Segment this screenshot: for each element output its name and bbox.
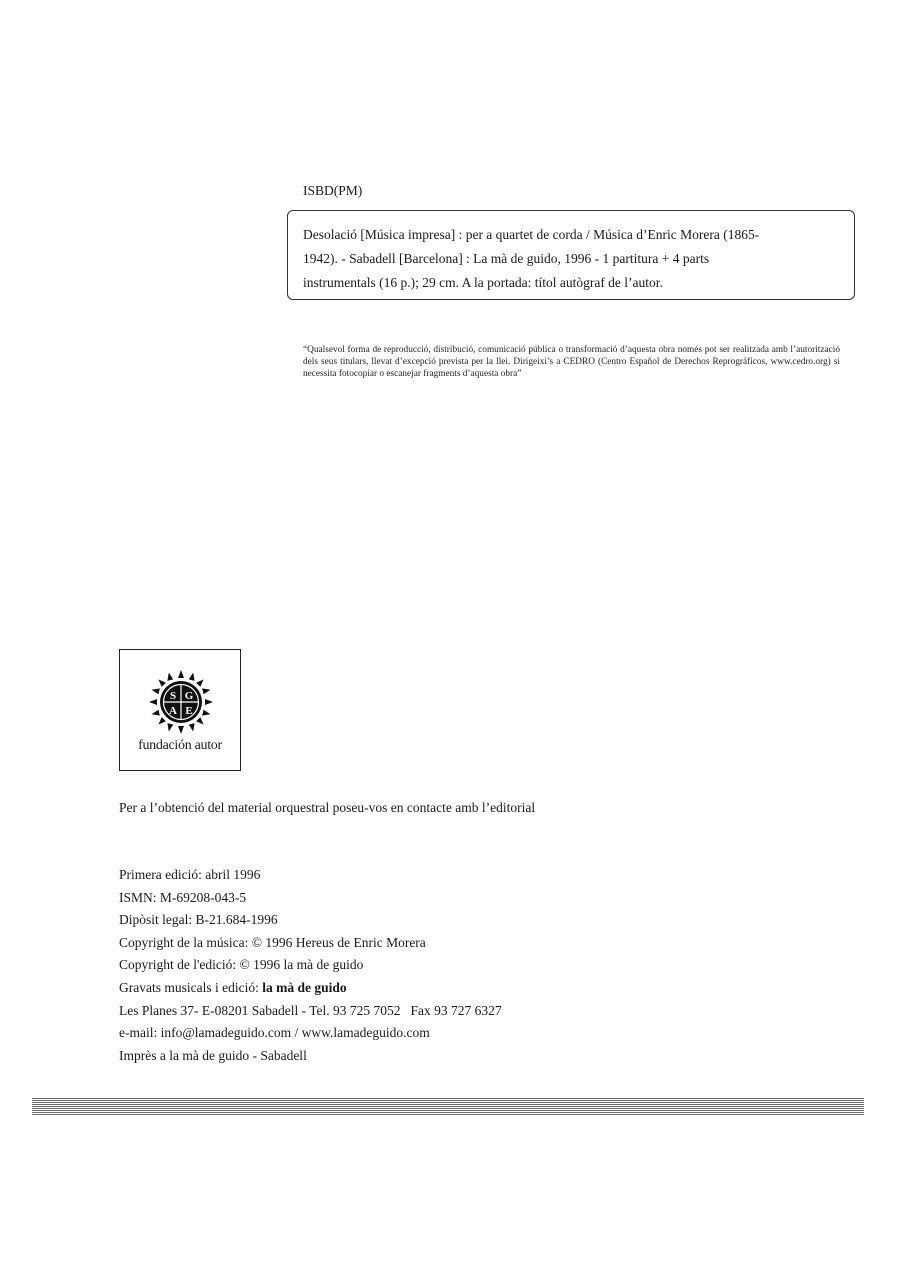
first-edition: Primera edició: abril 1996 <box>119 867 261 882</box>
svg-text:A: A <box>169 705 177 717</box>
catalog-record-line: 1942). - Sabadell [Barcelona] : La mà de guido, 1996 - 1 partitura + 4 parts <box>303 251 710 266</box>
fax: Fax 93 727 6327 <box>410 1002 502 1018</box>
contact: e-mail: info@lamadeguido.com / www.lamadeguido.com <box>119 1025 430 1041</box>
legal-deposit: Dipòsit legal: B-21.684-1996 <box>119 912 278 928</box>
engraving-line <box>119 977 502 1000</box>
svg-text:E: E <box>185 705 193 717</box>
svg-text:G: G <box>184 690 194 702</box>
catalog-record-line: instrumentals (16 p.); 29 cm. A la portada: títol autògraf de l’autor. <box>303 275 663 290</box>
svg-text:S: S <box>169 690 177 702</box>
fundacion-autor-logo <box>119 649 241 771</box>
address-line <box>119 1000 502 1023</box>
catalog-record-box <box>287 210 855 300</box>
imprint-block <box>119 864 502 1067</box>
edition-copyright: Copyright de l'edició: © 1996 la mà de guido <box>119 957 364 973</box>
music-copyright: Copyright de la música: © 1996 Hereus de Enric Morera <box>119 934 426 950</box>
ismn: ISMN: M-69208-043-5 <box>119 889 247 905</box>
logo-caption: fundación autor <box>138 738 222 753</box>
engraving-label: Gravats musicals i edició: <box>119 979 263 995</box>
footer-rule <box>32 1098 864 1116</box>
catalog-record-line: Desolació [Música impresa] : per a quartet de corda / Música d’Enric Morera (1865- <box>303 227 760 242</box>
printed-by: Imprès a la mà de guido - Sabadell <box>119 1047 307 1063</box>
isbd-label: ISBD(PM) <box>303 183 363 198</box>
engraving-publisher: la mà de guido <box>262 979 347 995</box>
address: Les Planes 37- E-08201 Sabadell - Tel. 93 725 7052 <box>119 1002 401 1018</box>
copyright-notice: “Qualsevol forma de reproducció, distribució, comunicació pública o transformació d’aquesta obra només pot ser realitzada amb l’autorització dels seus titulars, llevat d’excepció prevista per la llei. Dirigeixi’s a CEDRO (Centro Español de Derechos Reprográficos, www.cedro.org) si necessita fotocopiar o escanejar fragments d’aquesta obra” <box>303 345 840 379</box>
orchestral-material-note: Per a l’obtenció del material orquestral poseu-vos en contacte amb l’editorial <box>119 800 536 815</box>
sgae-sun-icon <box>147 668 215 736</box>
